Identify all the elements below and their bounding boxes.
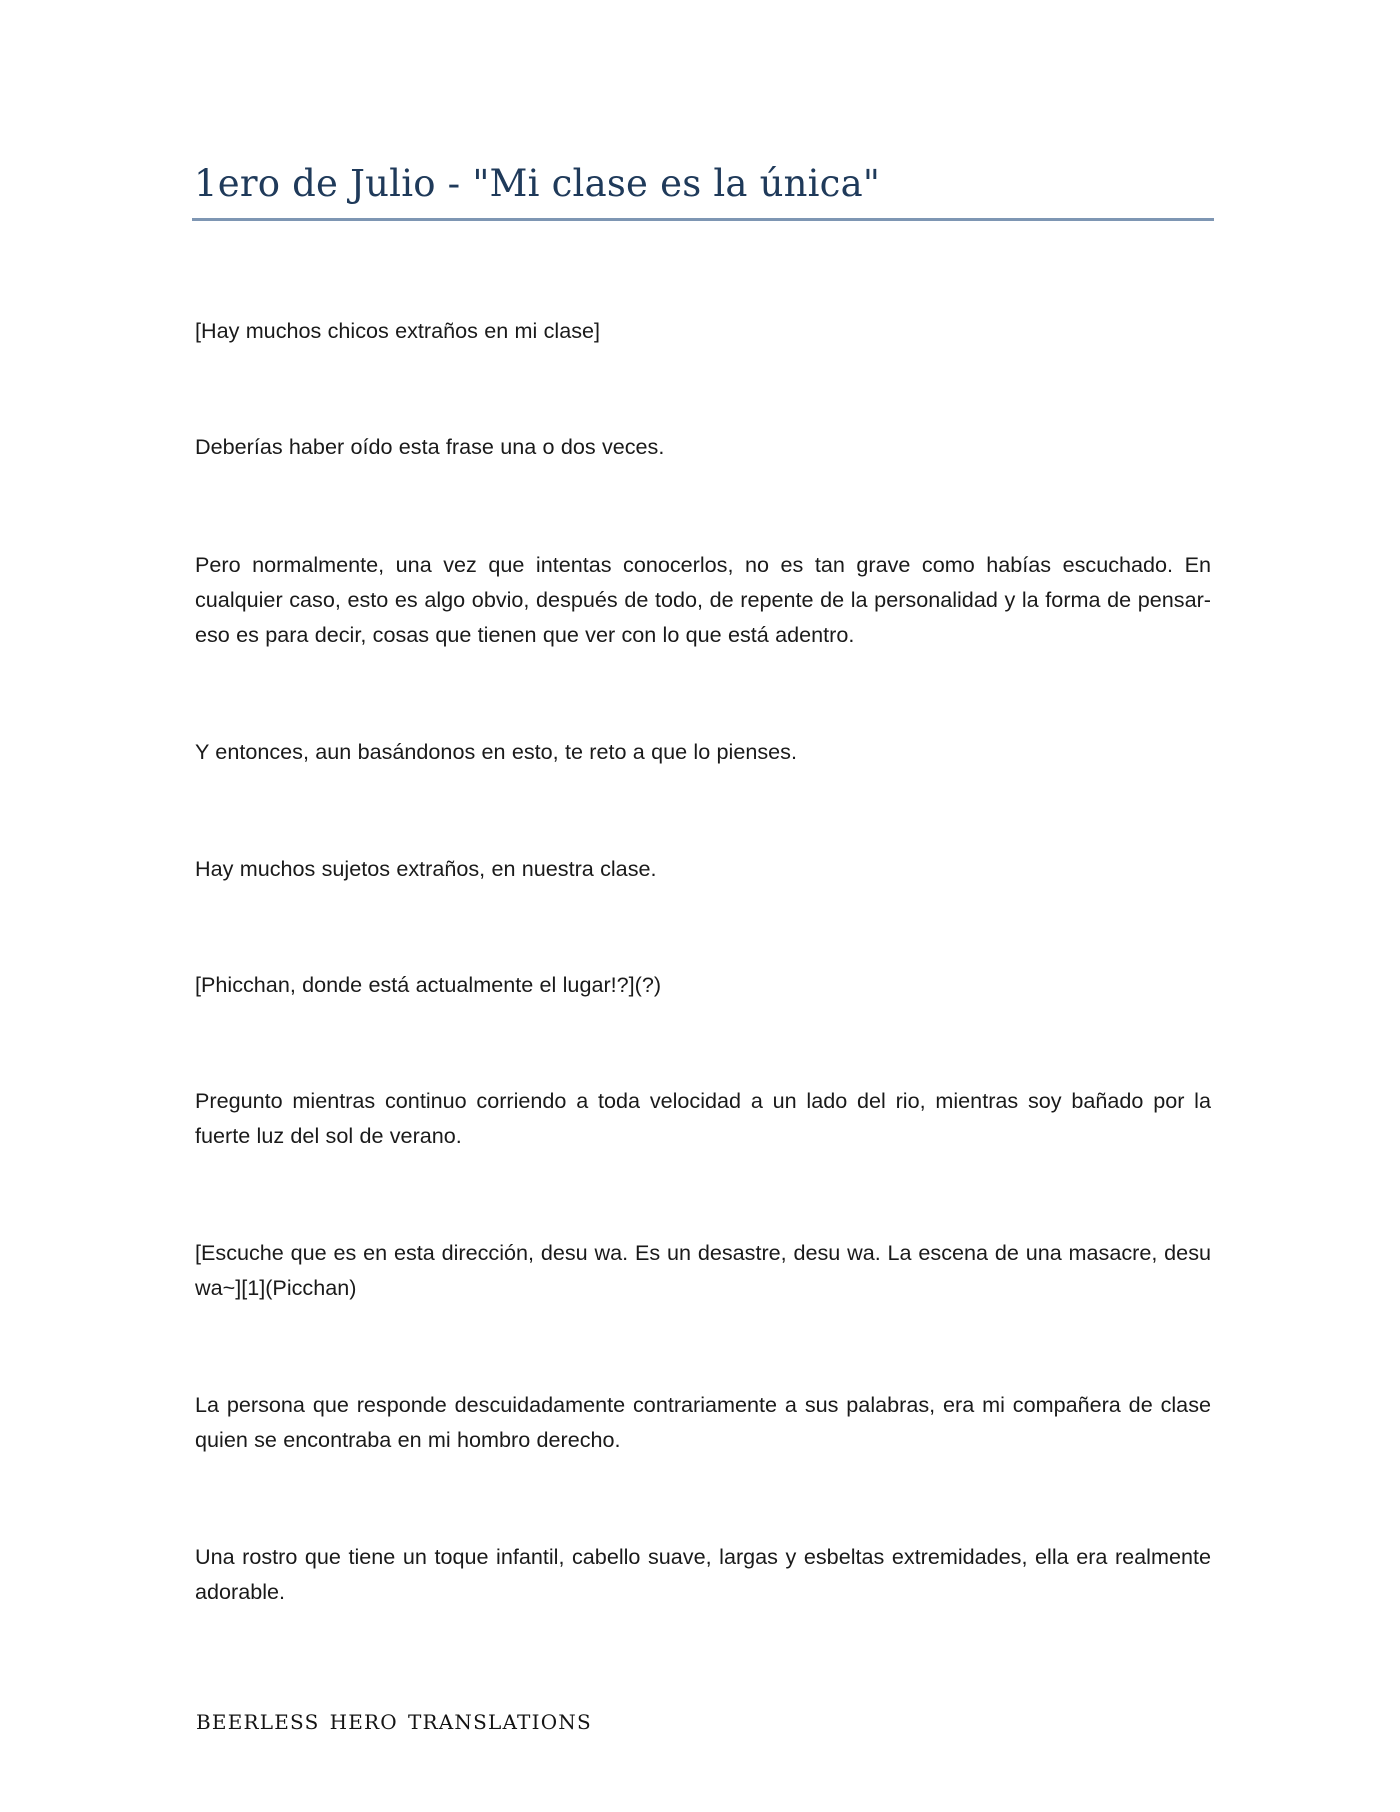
- paragraph: Deberías haber oído esta frase una o dos veces.: [195, 434, 665, 459]
- paragraph: La persona que responde descuidadamente contrariamente a sus palabras, era mi compañera de clase quien se encontraba en mi hombro derecho.: [195, 1392, 1211, 1452]
- paragraph: [Escuche que es en esta dirección, desu wa. Es un desastre, desu wa. La escena de una masacre, desu wa~][1](Picchan): [195, 1240, 1211, 1300]
- paragraph: Pero normalmente, una vez que intentas conocerlos, no es tan grave como habías escuchado. En cualquier caso, esto es algo obvio, después de todo, de repente de la personalidad y la forma de pensar- eso es para decir, cosas que tienen que ver con lo que está adentro.: [195, 552, 1211, 647]
- paragraph: Hay muchos sujetos extraños, en nuestra clase.: [195, 856, 657, 881]
- paragraph: [Hay muchos chicos extraños en mi clase]: [195, 318, 601, 343]
- title-underline: [192, 218, 1214, 221]
- footer-credit: beerless hero translations: [196, 1703, 592, 1736]
- paragraph: [Phicchan, donde está actualmente el lugar!?](?): [195, 972, 662, 997]
- paragraph: Una rostro que tiene un toque infantil, cabello suave, largas y esbeltas extremidades, ella era realmente adorable.: [195, 1544, 1211, 1604]
- paragraph: Y entonces, aun basándonos en esto, te reto a que lo pienses.: [195, 739, 797, 764]
- paragraph: Pregunto mientras continuo corriendo a toda velocidad a un lado del rio, mientras soy bañado por la fuerte luz del sol de verano.: [195, 1088, 1211, 1148]
- page-title: 1ero de Julio - "Mi clase es la única": [194, 162, 881, 205]
